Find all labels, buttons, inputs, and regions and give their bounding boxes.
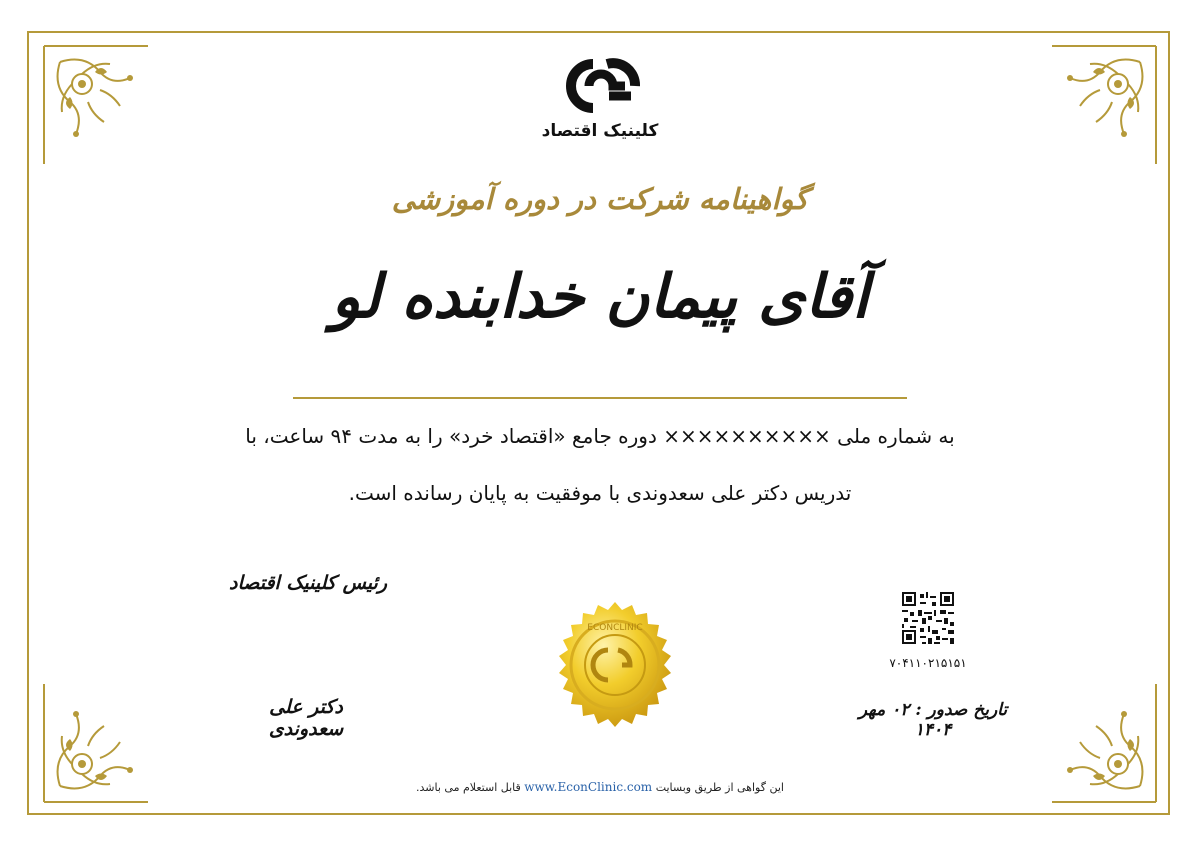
recipient-name: آقای پیمان خدابنده لو — [331, 262, 869, 332]
corner-ornament-icon — [1050, 681, 1160, 806]
issue-date: تاریخ صدور : ۰۲ مهر ۱۴۰۴ — [858, 700, 1008, 740]
signatory-title: رئیس کلینیک اقتصاد — [228, 572, 387, 594]
corner-ornament-icon — [40, 42, 150, 167]
qr-code-icon[interactable] — [902, 592, 954, 644]
logo-text: کلینیک اقتصاد — [541, 121, 659, 141]
econclinic-logo-icon — [559, 58, 641, 114]
signatory-name: دکتر علی سعدوندی — [268, 696, 344, 740]
gold-seal-icon — [540, 590, 690, 740]
certificate-body-line: تدریس دکتر علی سعدوندی با موفقیت به پایان رسانده است. — [348, 481, 852, 505]
certificate-number: ۷۰۴۱۱۰۲۱۵۱۵۱ — [889, 656, 967, 670]
corner-ornament-icon — [40, 681, 150, 806]
website-link[interactable]: www.EconClinic.com — [524, 780, 653, 794]
footer-suffix: قابل استعلام می باشد. — [416, 781, 521, 794]
gold-divider — [293, 397, 907, 399]
verification-footer — [300, 780, 900, 794]
certificate-subtitle: گواهینامه شرکت در دوره آموزشی — [391, 182, 809, 216]
seal-text: ECONCLINIC — [587, 623, 643, 633]
certificate-body-line: به شماره ملی ×××××××××× دوره جامع «اقتصاد خرد» را به مدت ۹۴ ساعت، با — [245, 424, 955, 448]
footer-prefix: این گواهی از طریق وبسایت — [655, 781, 784, 794]
corner-ornament-icon — [1050, 42, 1160, 167]
